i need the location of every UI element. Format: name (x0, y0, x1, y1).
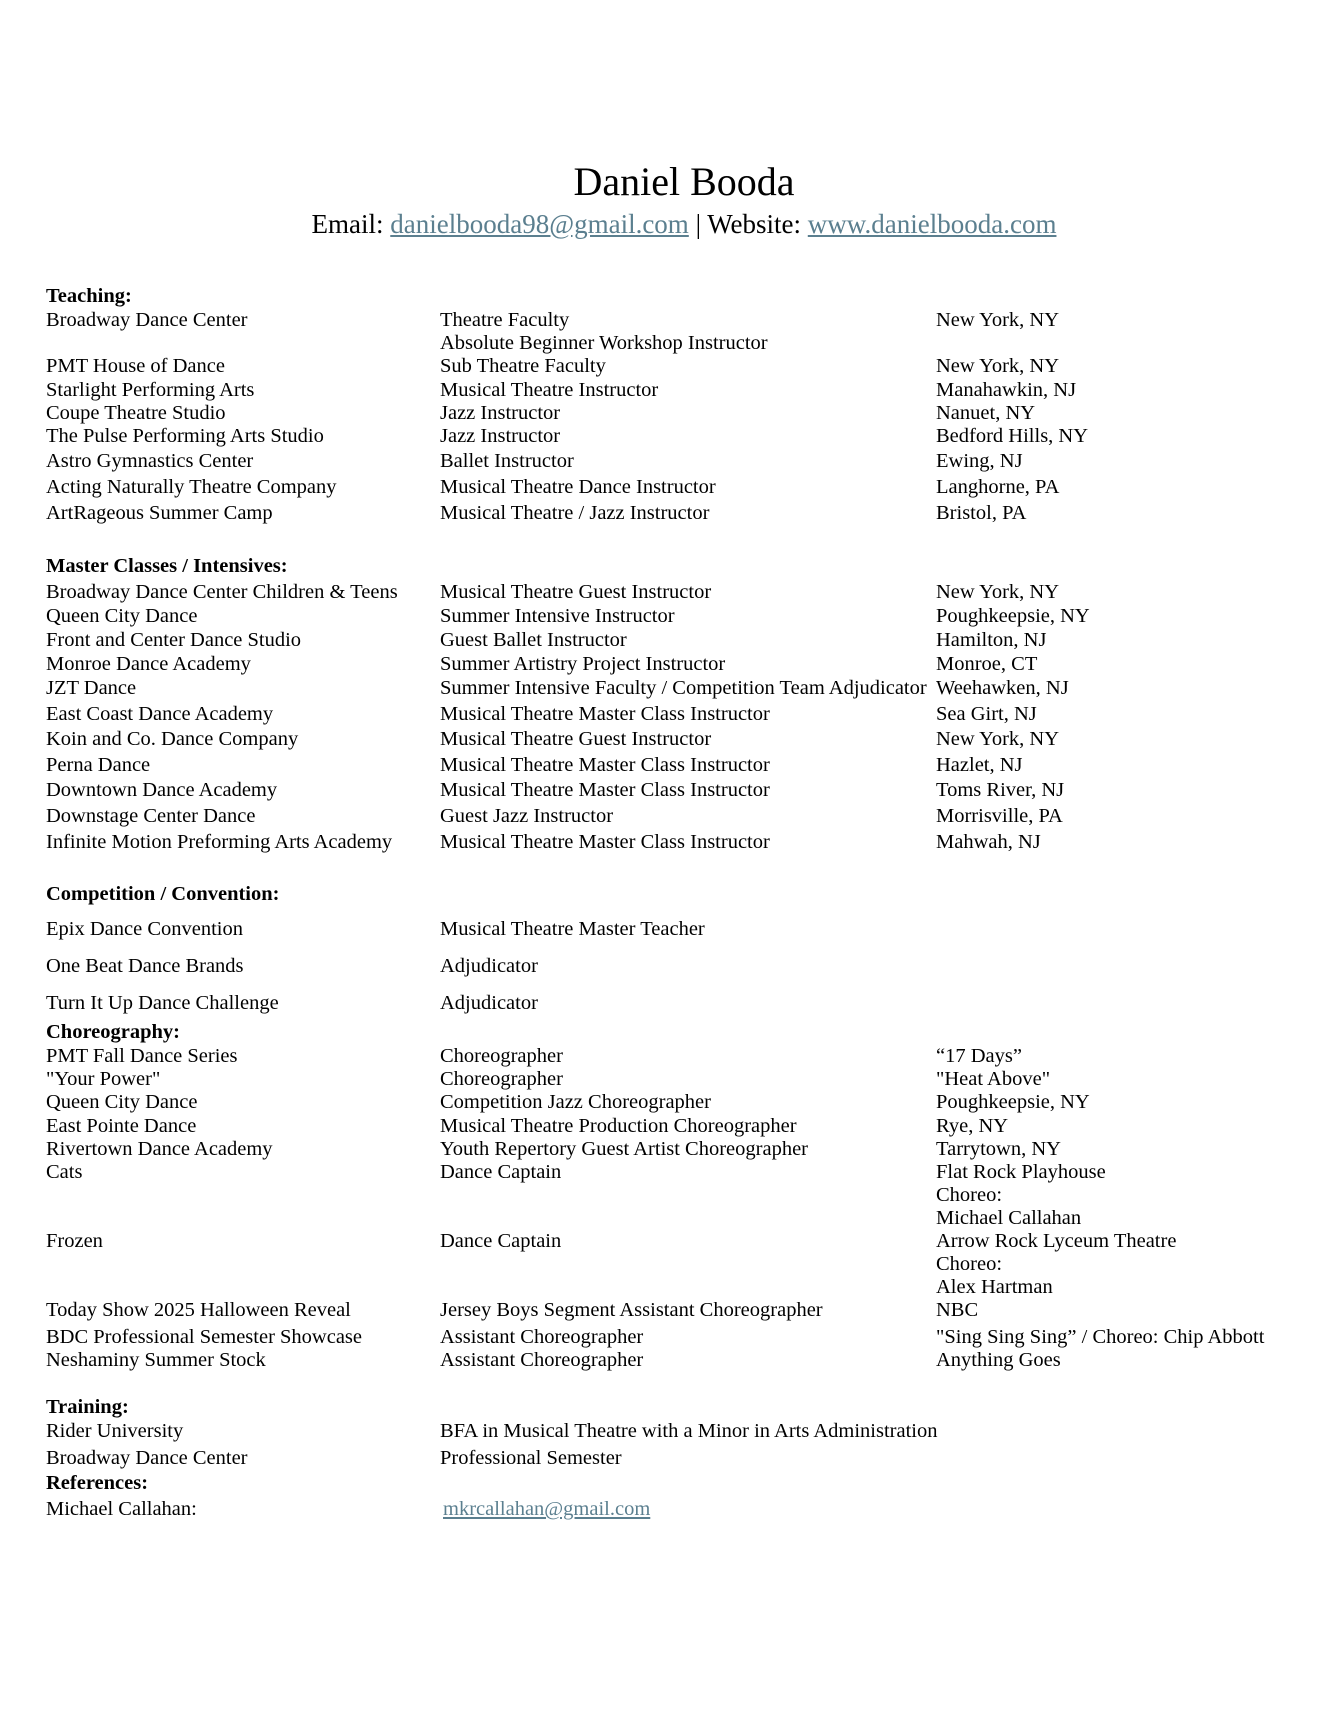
choreography-role: Assistant Choreographer (440, 1326, 644, 1348)
training-organization: Broadway Dance Center (46, 1447, 248, 1469)
teaching-role: Musical Theatre Instructor (440, 379, 659, 401)
email-link[interactable]: danielbooda98@gmail.com (390, 209, 689, 239)
teaching-detail: New York, NY (936, 355, 1060, 377)
resume-name: Daniel Booda (573, 159, 795, 204)
master-detail: Toms River, NJ (936, 779, 1065, 801)
master-classes-heading: Master Classes / Intensives: (46, 555, 288, 577)
choreography-organization: Frozen (46, 1230, 103, 1252)
teaching-organization: Coupe Theatre Studio (46, 402, 226, 424)
choreography-organization: Neshaminy Summer Stock (46, 1349, 266, 1371)
choreography-role: Jersey Boys Segment Assistant Choreographer (440, 1299, 823, 1321)
choreography-heading: Choreography: (46, 1021, 181, 1043)
choreography-role: Musical Theatre Production Choreographer (440, 1115, 797, 1137)
reference-name: Michael Callahan: (46, 1498, 197, 1520)
master-organization: JZT Dance (46, 677, 137, 699)
master-role: Musical Theatre Guest Instructor (440, 581, 712, 603)
choreography-detail: Flat Rock Playhouse (936, 1161, 1106, 1183)
teaching-role: Musical Theatre Dance Instructor (440, 476, 716, 498)
choreography-organization: Rivertown Dance Academy (46, 1138, 273, 1160)
teaching-detail: Bedford Hills, NY (936, 425, 1089, 447)
teaching-role: Jazz Instructor (440, 425, 561, 447)
teaching-organization: The Pulse Performing Arts Studio (46, 425, 324, 447)
choreography-organization: Today Show 2025 Halloween Reveal (46, 1299, 351, 1321)
website-label: | Website: (695, 209, 802, 239)
competition-role: Musical Theatre Master Teacher (440, 918, 705, 940)
master-organization: East Coast Dance Academy (46, 703, 274, 725)
master-detail: Hamilton, NJ (936, 629, 1047, 651)
teaching-role: Theatre Faculty (440, 309, 570, 331)
master-role: Summer Intensive Instructor (440, 605, 675, 627)
choreography-organization: BDC Professional Semester Showcase (46, 1326, 362, 1348)
teaching-organization: ArtRageous Summer Camp (46, 502, 273, 524)
choreography-detail: Arrow Rock Lyceum Theatre (936, 1230, 1177, 1252)
master-detail: Hazlet, NJ (936, 754, 1023, 776)
teaching-organization: PMT House of Dance (46, 355, 225, 377)
master-detail: Monroe, CT (936, 653, 1038, 675)
master-organization: Infinite Motion Preforming Arts Academy (46, 831, 393, 853)
master-role: Musical Theatre Master Class Instructor (440, 703, 770, 725)
master-detail: New York, NY (936, 581, 1060, 603)
competition-role: Adjudicator (440, 955, 538, 977)
master-role: Musical Theatre Guest Instructor (440, 728, 712, 750)
master-role: Guest Ballet Instructor (440, 629, 627, 651)
choreography-detail: Rye, NY (936, 1115, 1009, 1137)
master-detail: Sea Girt, NJ (936, 703, 1037, 725)
teaching-role: Absolute Beginner Workshop Instructor (440, 332, 768, 354)
teaching-organization: Astro Gymnastics Center (46, 450, 254, 472)
training-organization: Rider University (46, 1420, 184, 1442)
competition-organization: Epix Dance Convention (46, 918, 243, 940)
teaching-organization: Acting Naturally Theatre Company (46, 476, 337, 498)
master-organization: Monroe Dance Academy (46, 653, 251, 675)
teaching-organization: Broadway Dance Center (46, 309, 248, 331)
teaching-role: Jazz Instructor (440, 402, 561, 424)
master-role: Musical Theatre Master Class Instructor (440, 754, 770, 776)
master-organization: Downstage Center Dance (46, 805, 256, 827)
master-role: Summer Intensive Faculty / Competition Team Adjudicator (440, 677, 927, 699)
master-organization: Front and Center Dance Studio (46, 629, 302, 651)
competition-role: Adjudicator (440, 992, 538, 1014)
references-heading: References: (46, 1472, 149, 1494)
master-detail: Poughkeepsie, NY (936, 605, 1090, 627)
contact-line (0, 206, 1337, 242)
choreography-role: Dance Captain (440, 1161, 562, 1183)
choreography-detail: "Heat Above" (936, 1068, 1051, 1090)
master-role: Summer Artistry Project Instructor (440, 653, 726, 675)
master-role: Guest Jazz Instructor (440, 805, 614, 827)
master-detail: Weehawken, NJ (936, 677, 1069, 699)
choreography-detail: Michael Callahan (936, 1207, 1082, 1229)
choreography-detail: Poughkeepsie, NY (936, 1091, 1090, 1113)
choreography-role: Youth Repertory Guest Artist Choreographer (440, 1138, 809, 1160)
competition-heading: Competition / Convention: (46, 883, 280, 905)
choreography-detail: Tarrytown, NY (936, 1138, 1061, 1160)
teaching-role: Sub Theatre Faculty (440, 355, 606, 377)
training-role: BFA in Musical Theatre with a Minor in Arts Administration (440, 1420, 938, 1442)
training-heading: Training: (46, 1396, 129, 1418)
website-link[interactable]: www.danielbooda.com (807, 209, 1057, 239)
teaching-detail: Bristol, PA (936, 502, 1027, 524)
teaching-detail: Langhorne, PA (936, 476, 1060, 498)
master-organization: Queen City Dance (46, 605, 198, 627)
teaching-detail: Ewing, NJ (936, 450, 1023, 472)
choreography-detail: Alex Hartman (936, 1276, 1053, 1298)
master-role: Musical Theatre Master Class Instructor (440, 779, 770, 801)
master-detail: Morrisville, PA (936, 805, 1063, 827)
choreography-role: Competition Jazz Choreographer (440, 1091, 711, 1113)
choreography-role: Assistant Choreographer (440, 1349, 644, 1371)
choreography-organization: PMT Fall Dance Series (46, 1045, 238, 1067)
teaching-detail: Manahawkin, NJ (936, 379, 1077, 401)
teaching-role: Musical Theatre / Jazz Instructor (440, 502, 710, 524)
choreography-role: Choreographer (440, 1068, 563, 1090)
master-organization: Broadway Dance Center Children & Teens (46, 581, 398, 603)
choreography-detail: Choreo: (936, 1253, 1003, 1275)
master-organization: Perna Dance (46, 754, 151, 776)
email-label: Email: (311, 209, 384, 239)
teaching-organization: Starlight Performing Arts (46, 379, 255, 401)
master-organization: Downtown Dance Academy (46, 779, 278, 801)
choreography-organization: East Pointe Dance (46, 1115, 197, 1137)
teaching-detail: New York, NY (936, 309, 1060, 331)
reference-email-link[interactable]: mkrcallahan@gmail.com (443, 1498, 651, 1520)
choreography-detail: "Sing Sing Sing” / Choreo: Chip Abbott (936, 1326, 1265, 1348)
teaching-detail: Nanuet, NY (936, 402, 1036, 424)
choreography-detail: Choreo: (936, 1184, 1003, 1206)
master-organization: Koin and Co. Dance Company (46, 728, 299, 750)
choreography-role: Choreographer (440, 1045, 563, 1067)
choreography-organization: Cats (46, 1161, 83, 1183)
training-role: Professional Semester (440, 1447, 622, 1469)
master-detail: New York, NY (936, 728, 1060, 750)
choreography-detail: NBC (936, 1299, 979, 1321)
competition-organization: Turn It Up Dance Challenge (46, 992, 279, 1014)
choreography-organization: Queen City Dance (46, 1091, 198, 1113)
competition-organization: One Beat Dance Brands (46, 955, 244, 977)
teaching-heading: Teaching: (46, 285, 132, 307)
teaching-role: Ballet Instructor (440, 450, 574, 472)
choreography-detail: “17 Days” (936, 1045, 1022, 1067)
choreography-organization: "Your Power" (46, 1068, 161, 1090)
choreography-detail: Anything Goes (936, 1349, 1061, 1371)
choreography-role: Dance Captain (440, 1230, 562, 1252)
master-role: Musical Theatre Master Class Instructor (440, 831, 770, 853)
resume-header (0, 158, 1337, 242)
master-detail: Mahwah, NJ (936, 831, 1041, 853)
